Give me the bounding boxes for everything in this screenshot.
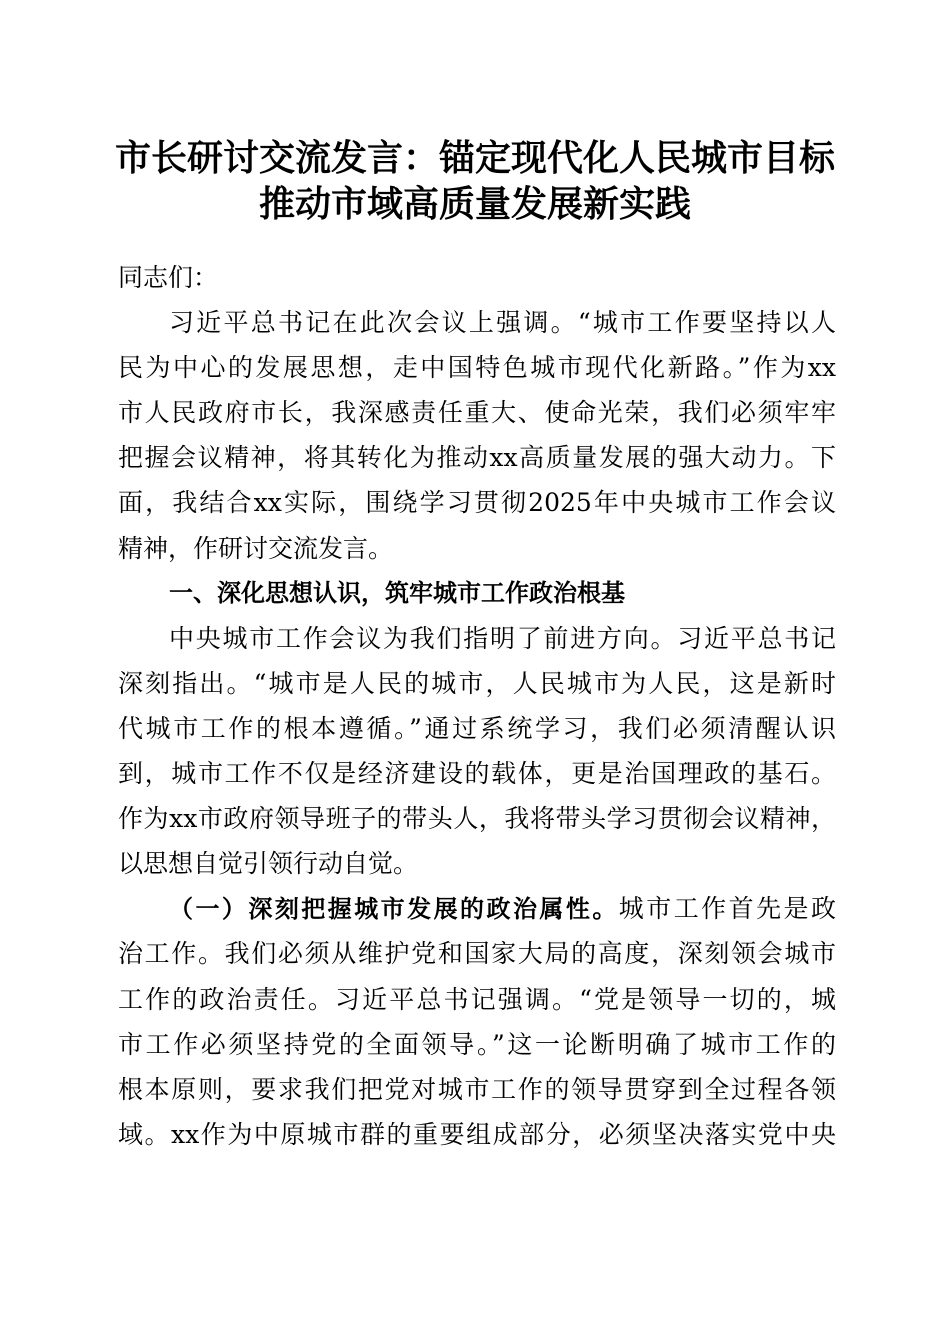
paragraph-line: 代城市工作的根本遵循。”通过系统学习，我们必须清醒认识 [118,713,836,743]
paragraph-line: 工作的政治责任。习近平总书记强调。“党是领导一切的，城 [118,984,836,1014]
paragraph-line: 以思想自觉引领行动自觉。 [118,849,419,879]
paragraph-line: 民为中心的发展思想，走中国特色城市现代化新路。”作为xx [118,353,836,383]
document-body [118,255,836,1157]
salutation: 同志们： [118,263,219,292]
paragraph-line: 根本原则，要求我们把党对城市工作的领导贯穿到全过程各领 [118,1074,836,1104]
paragraph-line: 深刻指出。“城市是人民的城市，人民城市为人民，这是新时 [118,668,836,698]
document-title-line-2: 推动市域高质量发展新实践 [258,183,691,225]
paragraph-line: 市人民政府市长，我深感责任重大、使命光荣，我们必须牢牢 [118,398,836,428]
paragraph-line: 面，我结合xx实际，围绕学习贯彻2025年中央城市工作会议 [118,488,836,518]
paragraph-line: 治工作。我们必须从维护党和国家大局的高度，深刻领会城市 [118,939,836,969]
paragraph-line: 把握会议精神，将其转化为推动xx高质量发展的强大动力。下 [118,443,836,473]
subsection-first-line [118,886,836,931]
paragraph-line: 习近平总书记在此次会议上强调。“城市工作要坚持以人 [169,308,836,338]
paragraph-line: 域。xx作为中原城市群的重要组成部分，必须坚决落实党中央 [118,1119,836,1149]
document-title-line-1: 市长研讨交流发言：锚定现代化人民城市目标 [114,137,835,179]
subsection-text: 城市工作首先是政 [618,894,836,924]
paragraph-line: 到，城市工作不仅是经济建设的载体，更是治国理政的基石。 [118,759,836,789]
subsection-heading: （一）深刻把握城市发展的政治属性。 [169,895,619,924]
paragraph-line: 市工作必须坚持党的全面领导。”这一论断明确了城市工作的 [118,1029,836,1059]
section-heading: 一、深化思想认识，筑牢城市工作政治根基 [169,578,625,607]
paragraph-line: 作为xx市政府领导班子的带头人，我将带头学习贯彻会议精神， [118,804,836,834]
paragraph-line: 精神，作研讨交流发言。 [118,533,394,563]
paragraph-line: 中央城市工作会议为我们指明了前进方向。习近平总书记 [169,623,836,653]
